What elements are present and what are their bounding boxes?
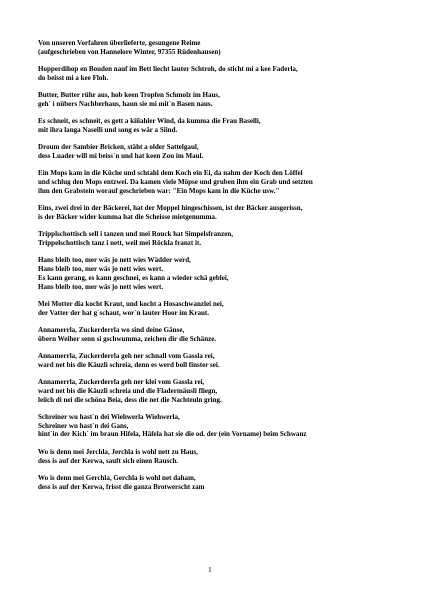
verse-line: do beisst mi a kee Floh. (38, 73, 109, 82)
verse-line: Mei Motter dia kocht Kraut, und kocht a Hosaschwanzlei nei, (38, 299, 224, 308)
verse-line: Ein Mops kam in die Küche und schtahl dem Koch ein Ei, da nahm der Koch den Löffel (38, 169, 303, 178)
verse-line: dess Luader will mi beiss´n und hat keen Zou im Maul. (38, 152, 204, 161)
verse-line: ward net bis die Käuzli schreia, denn es werd boll finster sei. (38, 360, 220, 369)
verse-line: Annamerrla, Zuckerderrla geh ner klei vom Gassla rei, (38, 378, 205, 387)
verse-paragraph (38, 230, 408, 247)
verse-paragraph (38, 204, 408, 221)
verse-line: Es kann gerang, es kann geschnei, es kann a wieder schä geblei, (38, 273, 229, 282)
verse-paragraph (38, 474, 408, 491)
verse-line: Schreiner wu hast´n dei Gans, (38, 421, 129, 430)
verse-line: ward net bis die Käuzli schreia und die Fladermäusli fliegn, (38, 386, 218, 395)
verse-line: Hans bleib too, mer wäs jo nett wies wert. (38, 265, 164, 274)
document-body (38, 39, 408, 500)
verse-line: übern Weiher senn si gschwumma, zeichen dir die Schänze. (38, 334, 217, 343)
verse-line: ihm den Grabstein worauf geschrieben war: "Ein Mops kam in die Küche usw." (38, 186, 280, 195)
verse-paragraph (38, 352, 408, 369)
verse-line: Butter, Butter rühr aus, hob keen Tropfen Schmolz im Haus, (38, 91, 220, 100)
verse-paragraph (38, 65, 408, 82)
verse-line: dess is auf der Kerwa, frisst die ganza Brotwerscht zam (38, 482, 205, 491)
verse-line: leiich di nei die schöna Beia, dess die net die Nachteuln gring. (38, 395, 222, 404)
verse-paragraph (38, 169, 408, 195)
verse-paragraph (38, 143, 408, 160)
verse-line: Tripplschottisch sell i tanzen und mei Rouck hat Simpelsfranzen, (38, 230, 234, 239)
verse-paragraph (38, 378, 408, 404)
verse-line: Hopperdihop en Bouden nauf im Bett liecht lauter Schtroh, do sticht mi a kee Faderla, (38, 65, 298, 74)
verse-paragraph (38, 448, 408, 465)
verse-line: Eins, zwei drei in der Bäckerei, hat der Moppel hingeschissen, ist der Bäcker ausgerissn, (38, 204, 303, 213)
verse-paragraph (38, 39, 408, 56)
verse-line: Annamerrla, Zuckerderrla geh ner schnall vom Gassla rei, (38, 352, 215, 361)
verse-paragraph (38, 117, 408, 134)
verse-line: mit ihra langa Naselli und song es wär a Siind. (38, 125, 178, 134)
verse-line: Annamerrla, Zuckerderrla wo sind deine Gänse, (38, 326, 185, 335)
verse-line: is der Bäcker wider kumma hat die Scheisse mietgenumma. (38, 212, 217, 221)
verse-line: Droum der Sambier Bricken, stäht a older Sattelgaul, (38, 143, 199, 152)
verse-line: (aufgeschrieben von Hannelore Winter, 97355 Rüdenhausen) (38, 47, 221, 56)
verse-paragraph (38, 300, 408, 317)
verse-paragraph (38, 256, 408, 291)
verse-line: dess is auf der Kerwa, sauft sich einen Rausch. (38, 456, 179, 465)
verse-paragraph (38, 326, 408, 343)
page-number: 1 (208, 565, 212, 574)
verse-line: Wo is denn mei Jerchla, Jerchla is wohl nett zu Haus, (38, 447, 198, 456)
verse-line: und schlug den Mops entzwei. Da kamen viele Möpse und gruben ihm ein Grab und setzten (38, 178, 313, 187)
verse-line: Von unseren Vorfahren überlieferte, gesungene Reime (38, 39, 201, 47)
verse-line: der Vatter der hat g´schaut, wor´n lauter Hoor im Kraut. (38, 308, 210, 317)
verse-line: Es schneit, es schneit, es gett a kiiiahler Wind, da kumma die Frau Baselli, (38, 117, 261, 126)
verse-line: Trippelschottisch tanz i nett, weil mei Röckla franzt it. (38, 239, 202, 248)
verse-line: geh´ i nübers Nachberhaus, haun sie mi mit´n Basen naus. (38, 99, 213, 108)
verse-line: Schreiner wu hast´n dei Wiehwerla Wiehwerla, (38, 413, 180, 422)
verse-line: Hans bleib too, mer wäs jo nett wies Wädder werd, (38, 256, 191, 265)
verse-line: Hans bleib too, mer wäs jo nett wies wert. (38, 282, 164, 291)
verse-line: hint´in der Kich´ im braun Hifela, Häfela hat sie die od. der (ein Vorname) beim Schwanz (38, 430, 307, 439)
verse-line: Wo is denn mei Gerchla, Gerchla is wohl net daham, (38, 473, 196, 482)
verse-paragraph (38, 413, 408, 439)
verse-paragraph (38, 91, 408, 108)
